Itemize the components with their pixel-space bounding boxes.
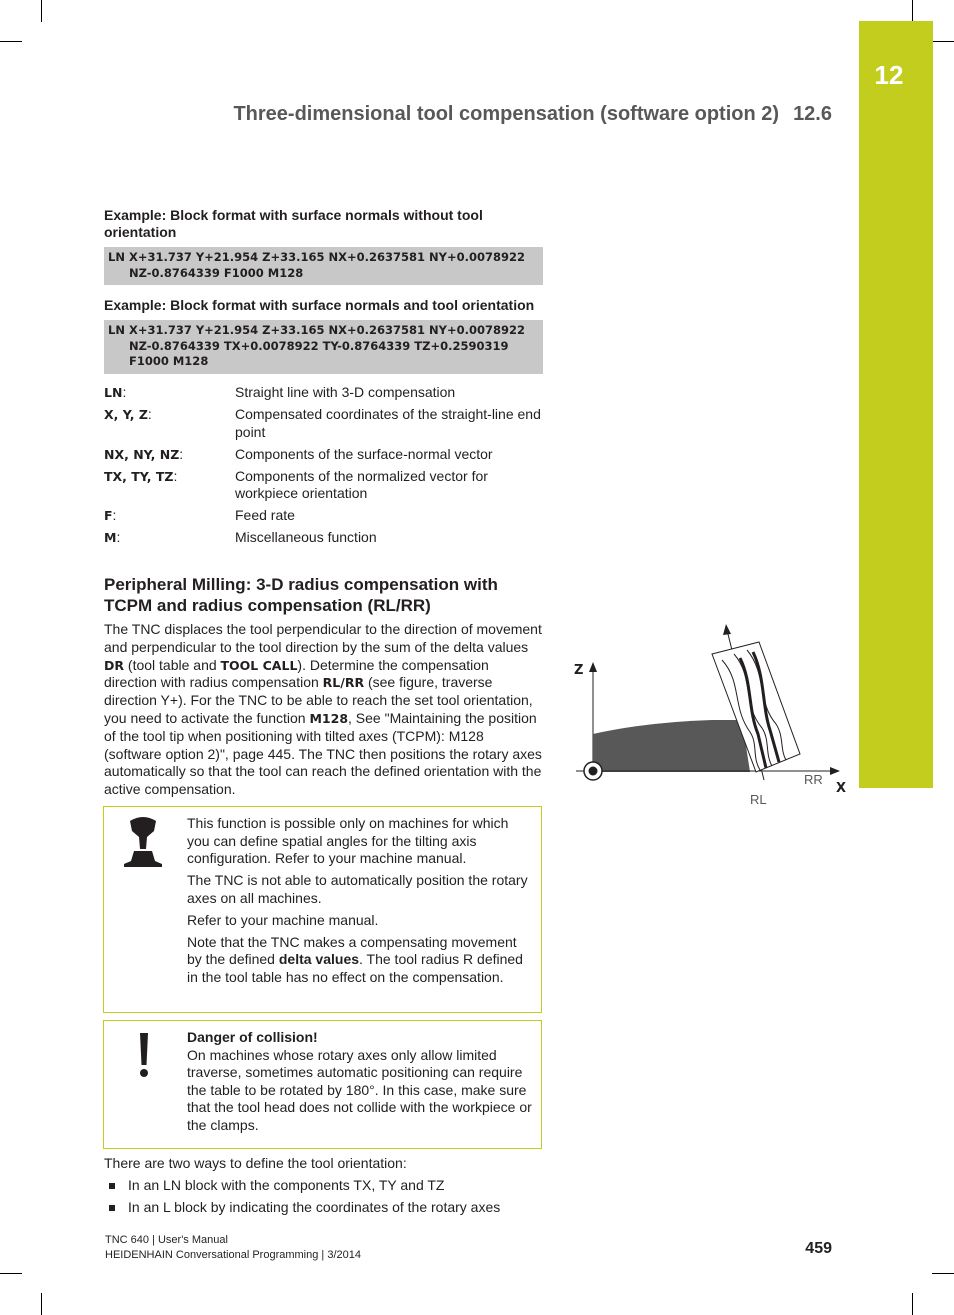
crop-mark <box>912 0 913 22</box>
definition-key: M <box>104 530 117 545</box>
crop-mark <box>41 1293 42 1315</box>
definition-key: F <box>104 508 113 523</box>
section-heading: Peripheral Milling: 3-D radius compensation with TCPM and radius compensation (RL/RR) <box>104 575 498 615</box>
running-head-title: Three-dimensional tool compensation (software option 2) <box>233 103 780 125</box>
section-body: The TNC displaces the tool perpendicular to the direction of movement and perpendicular to the tool direction by the sum of the delta values DR (tool table and TOOL CALL). Determine the compensation direction with radius compensation RL/RR (see figure, traverse direction Y+). For the TNC to be able to reach the set tool orientation, you need to activate the function M128, See "Maintaining the position of the tool tip when positioning with tilted axes (TCPM): M128 (software option 2)", page 445. The TNC then positions the rotary axes automatically so that the tool can reach the defined orientation with the active compensation. <box>104 621 542 798</box>
definition-desc: Components of the surface-normal vector <box>235 445 493 462</box>
crop-mark <box>912 1293 913 1315</box>
note-paragraph: The TNC is not able to automatically position the rotary axes on all machines. <box>187 872 528 906</box>
list-item: In an LN block with the components TX, TY and TZ <box>104 1177 544 1195</box>
example1-code <box>104 247 543 285</box>
note-paragraph: Note that the TNC makes a compensating movement by the defined delta values. The tool radius R defined in the tool table has no effect on the compensation. <box>187 933 523 985</box>
definition-key: LN <box>104 385 123 400</box>
code-line: NZ-0.8764339 TX+0.0078922 TY-0.8764339 TZ+0.2590319 <box>129 338 509 353</box>
tool-compensation-figure <box>572 622 847 812</box>
label-z: Z <box>574 663 584 678</box>
bullet-icon <box>109 1183 115 1189</box>
definition-desc: Feed rate <box>235 507 295 523</box>
collision-warning-box <box>103 1020 542 1149</box>
definition-row: F: Feed rate <box>104 507 544 525</box>
definition-row: LN: Straight line with 3-D compensation <box>104 384 544 402</box>
crop-mark <box>0 41 22 42</box>
definition-list <box>104 384 544 551</box>
warning-title: Danger of collision! <box>187 1029 318 1045</box>
definition-desc: Straight line with 3-D compensation <box>235 384 456 400</box>
definition-key: TX, TY, TZ <box>104 468 174 484</box>
warning-body: On machines whose rotary axes only allow limited traverse, sometimes automatic positioning can require the table to be rotated by 180°. In this case, make sure that the tool head does not collide with the workpiece or the clamps. <box>187 1046 532 1133</box>
definition-row: TX, TY, TZ: Components of the normalized vector for workpiece orientation <box>104 468 544 503</box>
code-line: F1000 M128 <box>129 354 209 368</box>
chapter-number: 12 <box>874 60 904 90</box>
tool-axis-arrow-icon <box>723 624 731 635</box>
note-paragraph: Refer to your machine manual. <box>187 911 379 928</box>
crop-mark <box>932 41 954 42</box>
definition-key: NX, NY, NZ <box>104 446 180 462</box>
running-head-number: 12.6 <box>793 103 832 125</box>
ways-intro: There are two ways to define the tool orientation: <box>104 1155 407 1171</box>
crop-mark <box>0 1273 22 1274</box>
crop-mark <box>932 1273 954 1274</box>
workpiece <box>593 720 750 772</box>
example2-heading: Example: Block format with surface normals and tool orientation <box>104 297 535 313</box>
bullet-icon <box>109 1205 115 1211</box>
footer <box>105 1233 361 1263</box>
label-rr: RR <box>804 772 823 787</box>
chapter-tab <box>859 21 933 788</box>
definition-row: NX, NY, NZ: Components of the surface-normal vector <box>104 446 544 464</box>
example1-heading: Example: Block format with surface normals without tool orientation <box>104 207 483 240</box>
definition-row: M: Miscellaneous function <box>104 529 544 547</box>
definition-key: X, Y, Z <box>104 407 148 422</box>
definition-desc: Compensated coordinates of the straight-line end point <box>235 406 541 440</box>
list-item: In an L block by indicating the coordinates of the rotary axes <box>104 1199 544 1217</box>
x-arrow-icon <box>830 767 840 775</box>
code-line: LN X+31.737 Y+21.954 Z+33.165 NX+0.2637581 NY+0.0078922 <box>108 323 526 337</box>
definition-row: X, Y, Z: Compensated coordinates of the straight-line end point <box>104 406 544 441</box>
z-arrow-icon <box>589 662 597 672</box>
machine-note-icon <box>104 807 182 877</box>
footer-line: TNC 640 | User's Manual <box>105 1234 228 1246</box>
label-x: X <box>836 781 847 796</box>
crop-mark <box>41 0 42 22</box>
ways-list <box>104 1177 544 1221</box>
code-line: NZ-0.8764339 F1000 M128 <box>129 265 304 280</box>
label-rl: RL <box>750 792 767 807</box>
definition-desc: Miscellaneous function <box>235 529 377 545</box>
code-line: LN X+31.737 Y+21.954 Z+33.165 NX+0.2637581 NY+0.0078922 <box>108 250 526 264</box>
page-number: 459 <box>805 1240 832 1257</box>
footer-line: HEIDENHAIN Conversational Programming | 3/2014 <box>105 1249 361 1261</box>
definition-desc: Components of the normalized vector for workpiece orientation <box>235 467 488 501</box>
machine-note-box <box>103 806 542 1013</box>
note-paragraph: This function is possible only on machines for which you can define spatial angles for the tilting axis configuration. Refer to your machine manual. <box>187 815 509 866</box>
warning-icon <box>104 1021 182 1091</box>
example2-code <box>104 320 543 374</box>
running-head <box>233 103 832 126</box>
